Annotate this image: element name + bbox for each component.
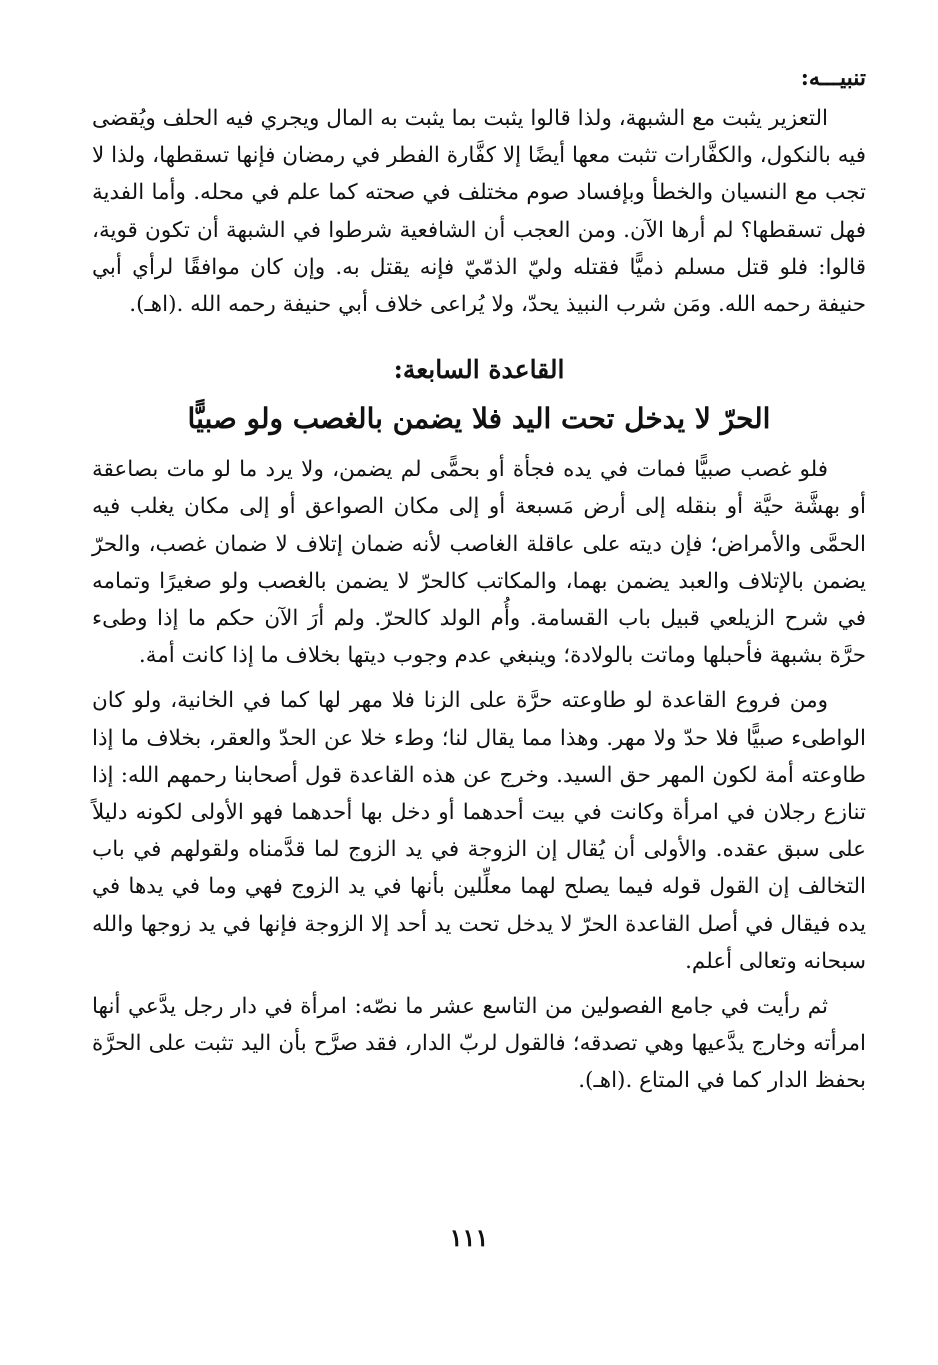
page-number: ١١١ <box>449 1223 489 1252</box>
note-heading: تنبيـــه: <box>800 65 866 91</box>
rule-paragraph-1: فلو غصب صبيًّا فمات في يده فجأة أو بحمًّى لم يضمن، ولا يرد ما لو مات بصاعقة أو بهشَّة حيَّة أو بنقله إلى أرض مَسبعة أو إلى مكان الصواعق أو إلى مكان يغلب فيه الحمَّى والأمراض؛ فإن ديته على عاقلة الغاصب لأنه ضمان إتلاف لا ضمان غصب، والحرّ يضمن بالإتلاف والعبد يضمن بهما، والمكاتب كالحرّ لا يضمن بالغصب ولو صغيرًا وتمامه في شرح الزيلعي قبيل باب القسامة. وأُم الولد كالحرّ. ولم أرَ الآن حكم ما إذا وطىء حرَّة بشبهة فأحبلها وماتت بالولادة؛ وينبغي عدم وجوب ديتها بخلاف ما إذا كانت أمة. <box>92 457 866 669</box>
book-page <box>92 58 866 1365</box>
rule-paragraph-2: ومن فروع القاعدة لو طاوعته حرَّة على الزنا فلا مهر لها كما في الخانية، ولو كان الواطىء صبيًّا فلا حدّ ولا مهر. وهذا مما يقال لنا؛ وطء خلا عن الحدّ والعقر، بخلاف ما إذا طاوعته أمة لكون المهر حق السيد. وخرج عن هذه القاعدة قول أصحابنا رحمهم الله: إذا تنازع رجلان في امرأة وكانت في بيت أحدهما أو دخل بها أحدهما فهو الأولى لكونه دليلاً على سبق عقده. والأولى أن يُقال إن الزوجة في يد الزوج لما قدَّمناه ولقولهم في باب التخالف إن القول قوله فيما يصلح لهما معلِّلين بأنها في يد الزوج فهي وما في يدها في يده فيقال في أصل القاعدة الحرّ لا يدخل تحت يد أحد إلا الزوجة فإنها في يد زوجها والله سبحانه وتعالى أعلم. <box>92 688 866 974</box>
rule-title: الحرّ لا يدخل تحت اليد فلا يضمن بالغصب ولو صبيًّا <box>187 402 771 436</box>
rule-heading: القاعدة السابعة: <box>393 355 565 385</box>
rule-paragraph-3: ثم رأيت في جامع الفصولين من التاسع عشر ما نصّه: امرأة في دار رجل يدَّعي أنها امرأته وخارج يدَّعيها وهي تصدقه؛ فالقول لربّ الدار، فقد صرَّح بأن اليد تثبت على الحرَّة بحفظ الدار كما في المتاع .(اهـ). <box>92 994 866 1094</box>
note-paragraph: التعزير يثبت مع الشبهة، ولذا قالوا يثبت بما يثبت به المال ويجري فيه الحلف ويُقضى فيه بالنكول، والكفَّارات تثبت معها أيضًا إلا كفَّارة الفطر في رمضان فإنها تسقطها، ولذا لا تجب مع النسيان والخطأ وبإفساد صوم مختلف في صحته كما علم في محله. وأما الفدية فهل تسقطها؟ لم أرها الآن. ومن العجب أن الشافعية شرطوا في الشبهة أن تكون قوية، قالوا: فلو قتل مسلم ذميًّا فقتله وليّ الذمّيّ فإنه يقتل به. وإن كان موافقًا لرأي أبي حنيفة رحمه الله. ومَن شرب النبيذ يحدّ، ولا يُراعى خلاف أبي حنيفة رحمه الله .(اهـ). <box>92 106 866 318</box>
